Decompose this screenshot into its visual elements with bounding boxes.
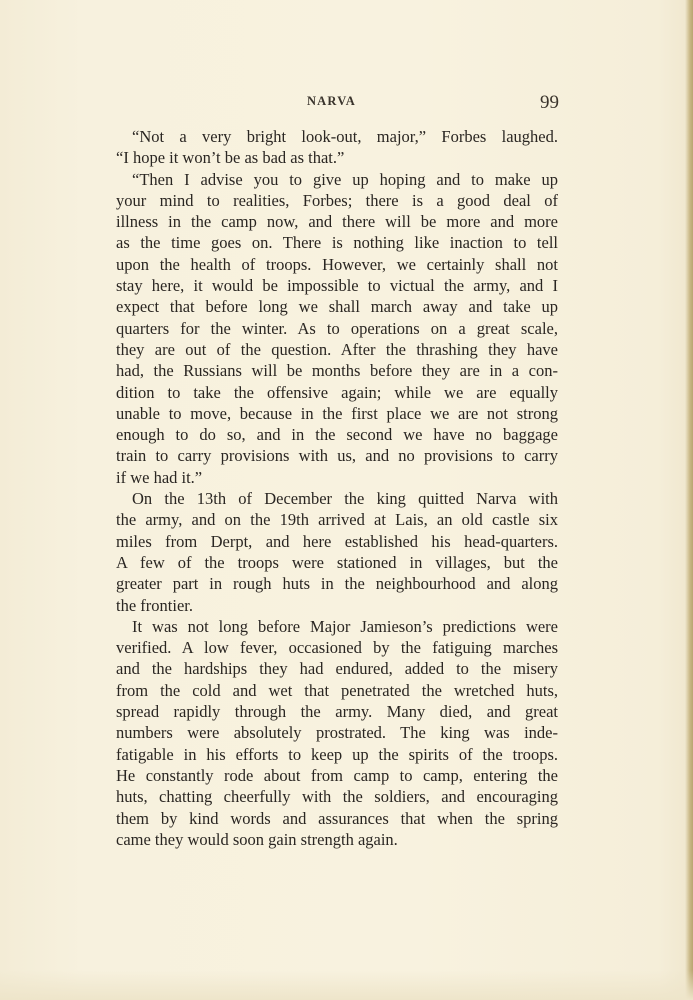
text-line: verified. A low fever, occasioned by the fatiguing marches	[116, 638, 558, 658]
text-line: the frontier.	[116, 595, 193, 615]
text-line: and the hardships they had endured, added to the misery	[116, 659, 558, 679]
text-line: It was not long before Major Jamieson’s predictions were	[132, 616, 558, 636]
text-line: On the 13th of December the king quitted Narva with	[132, 489, 558, 509]
text-line: as the time goes on. There is nothing like inaction to tell	[116, 233, 558, 253]
page-edge-shadow	[685, 0, 693, 1000]
text-line: enough to do so, and in the second we have no baggage	[116, 425, 558, 445]
text-line: A few of the troops were stationed in villages, but the	[116, 552, 558, 572]
text-line: “I hope it won’t be as bad as that.”	[116, 148, 345, 168]
text-line: huts, chatting cheerfully with the soldiers, and encouraging	[116, 787, 558, 807]
text-line: them by kind words and assurances that when the spring	[116, 808, 558, 828]
text-line: spread rapidly through the army. Many died, and great	[116, 702, 558, 722]
text-line: numbers were absolutely prostrated. The king was inde-	[116, 723, 558, 743]
paragraph	[116, 616, 558, 850]
text-line: upon the health of troops. However, we certainly shall not	[116, 254, 558, 274]
page-bottom-fade	[0, 970, 693, 1000]
text-line: your mind to realities, Forbes; there is a good deal of	[116, 190, 558, 210]
text-line: the army, and on the 19th arrived at Lais, an old castle six	[116, 510, 558, 530]
text-line: “Not a very bright look-out, major,” Forbes laughed.	[132, 127, 558, 146]
body-text	[116, 126, 558, 850]
text-line: dition to take the offensive again; while we are equally	[116, 382, 558, 402]
text-line: fatigable in his efforts to keep up the spirits of the troops.	[116, 744, 558, 764]
running-head: NARVA	[306, 94, 357, 108]
text-line: if we had it.”	[116, 467, 203, 487]
text-line: expect that before long we shall march away and take up	[116, 297, 558, 317]
text-line: had, the Russians will be months before they are in a con-	[116, 361, 558, 381]
page-number: 99	[540, 92, 559, 113]
paragraph	[116, 169, 558, 488]
text-line: unable to move, because in the first place we are not strong	[116, 403, 558, 423]
text-line: “Then I advise you to give up hoping and to make up	[132, 169, 558, 189]
text-line: He constantly rode about from camp to camp, entering the	[116, 765, 558, 785]
paragraph	[116, 126, 558, 169]
text-line: they are out of the question. After the thrashing they have	[116, 339, 558, 359]
paragraph	[116, 488, 558, 616]
text-line: quarters for the winter. As to operations on a great scale,	[116, 318, 558, 338]
text-line: greater part in rough huts in the neighbourhood and along	[116, 574, 558, 594]
text-line: stay here, it would be impossible to victual the army, and I	[116, 276, 558, 296]
text-line: train to carry provisions with us, and no provisions to carry	[116, 446, 558, 466]
page-header	[104, 92, 559, 114]
text-line: miles from Derpt, and here established his head-quarters.	[116, 531, 558, 551]
text-line: illness in the camp now, and there will be more and more	[116, 212, 558, 232]
text-line: came they would soon gain strength again.	[116, 829, 398, 849]
text-line: from the cold and wet that penetrated the wretched huts,	[116, 680, 558, 700]
